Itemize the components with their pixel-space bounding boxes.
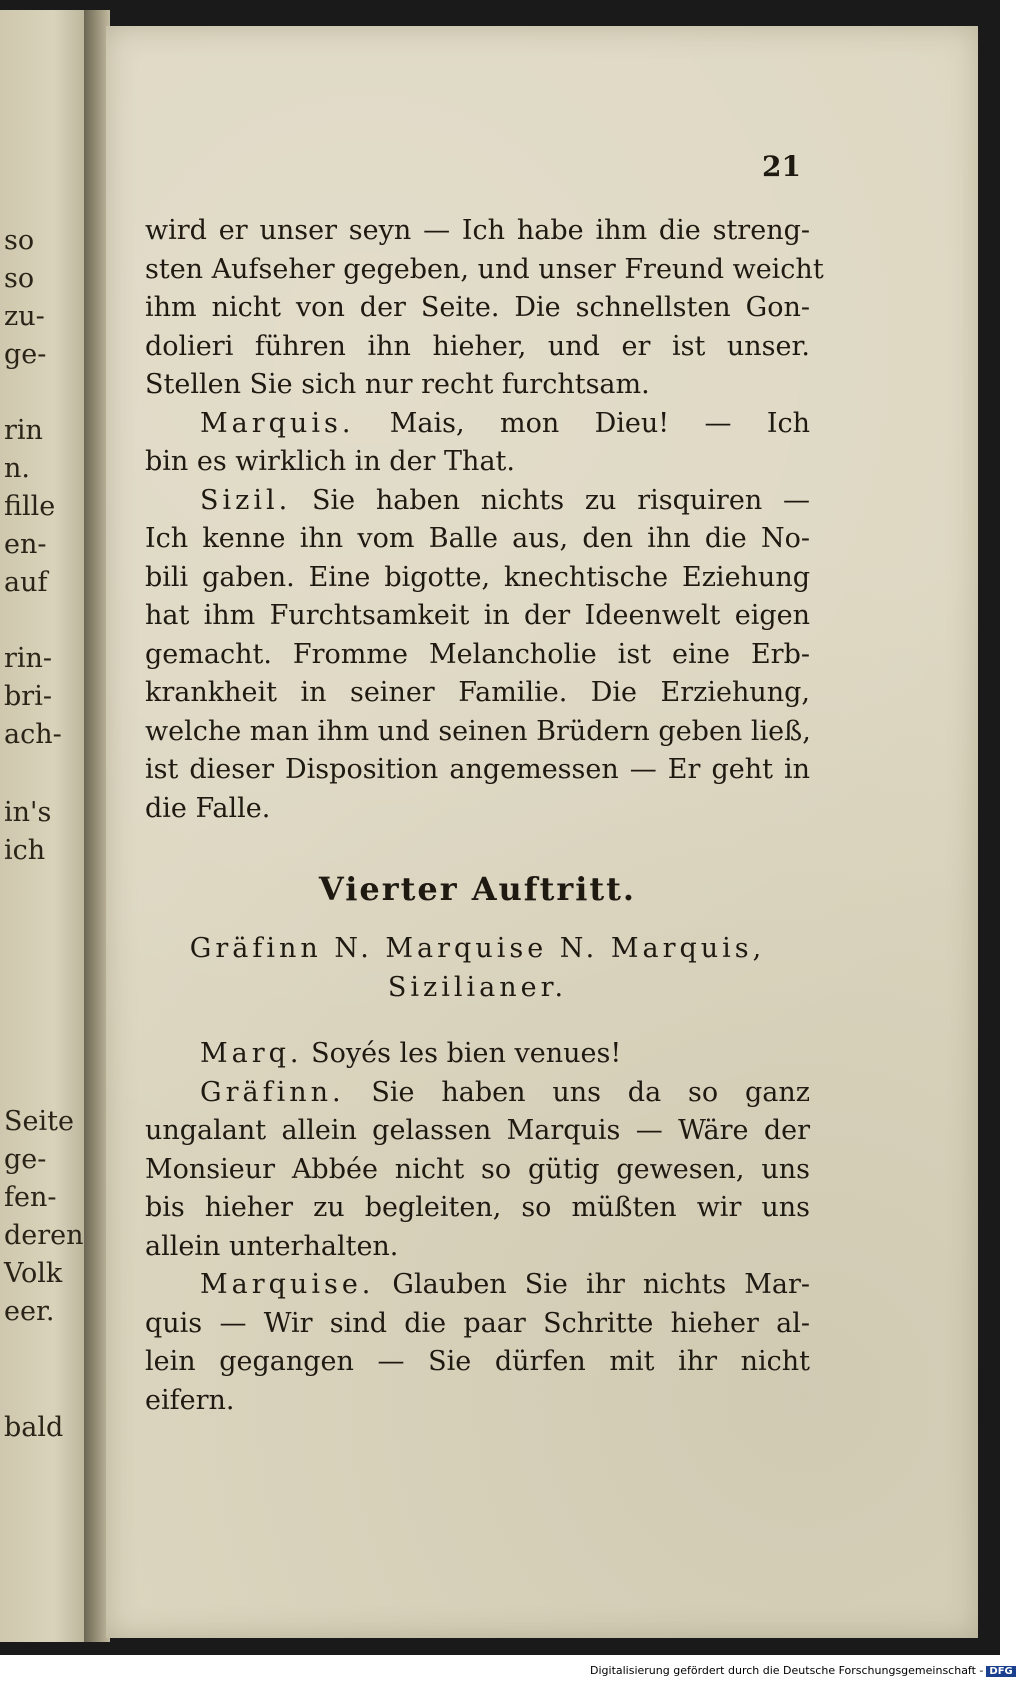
text-line: ungalant allein gelassen Marquis — Wäre der	[145, 1115, 810, 1146]
text-line: Stellen Sie sich nur recht furchtsam.	[145, 369, 650, 400]
speaker-line	[145, 1266, 810, 1305]
edge-word: so	[4, 263, 35, 294]
edge-word: zu-	[4, 301, 45, 332]
text-line: bili gaben. Eine bigotte, knechtische Eziehung	[145, 561, 810, 593]
edge-word: in's	[4, 797, 52, 828]
edge-word: ich	[4, 835, 46, 866]
text-line: wird er unser seyn — Ich habe ihm die streng-	[145, 215, 810, 246]
cast-line: Sizilianer.	[387, 971, 568, 1003]
scene-heading: Vierter Auftritt.	[318, 870, 637, 908]
paragraph-block-2	[145, 1035, 810, 1420]
edge-word: auf	[4, 567, 48, 598]
speech-text: Soyés les bien venues!	[311, 1038, 622, 1069]
edge-word: en-	[4, 529, 47, 560]
edge-word: n.	[4, 453, 30, 484]
cast-list	[145, 930, 810, 1007]
edge-word: fen-	[4, 1182, 57, 1213]
text-line: die Falle.	[145, 792, 271, 824]
text-line: lein gegangen — Sie dürfen mit ihr nicht	[145, 1346, 810, 1377]
speaker-name: Marquis.	[200, 407, 355, 439]
text-line: welche man ihm und seinen Brüdern geben ließ,	[145, 715, 811, 747]
edge-word: bald	[4, 1412, 64, 1443]
text-line: Monsieur Abbée nicht so gütig gewesen, uns	[145, 1153, 810, 1185]
text-line: bin es wirklich in der That.	[145, 446, 515, 477]
speech-text: Sie haben nichts zu risquiren —	[312, 484, 810, 516]
speech-text: Mais, mon Dieu! — Ich	[389, 407, 810, 439]
speaker-name: Marquise.	[200, 1269, 375, 1300]
edge-word: rin	[4, 415, 43, 446]
edge-word: Volk	[4, 1258, 63, 1289]
edge-word: deren	[4, 1220, 84, 1251]
text-line: bis hieher zu begleiten, so müßten wir uns	[145, 1192, 810, 1223]
speaker-line	[145, 1074, 810, 1113]
digitization-footer	[590, 1664, 1016, 1677]
text-line: eifern.	[145, 1384, 235, 1416]
text-line: ihm nicht von der Seite. Die schnellsten Gon-	[145, 292, 810, 323]
left-page-edge	[0, 10, 90, 1642]
edge-word: Seite	[4, 1106, 74, 1137]
dfg-logo: DFG	[986, 1666, 1015, 1677]
text-line: allein unterhalten.	[145, 1230, 399, 1262]
edge-word: eer.	[4, 1296, 55, 1327]
text-line: dolieri führen ihn hieher, und er ist unser.	[145, 330, 810, 362]
speaker-line	[145, 1035, 810, 1074]
text-line: ist dieser Disposition angemessen — Er geht in	[145, 754, 810, 785]
footer-text: Digitalisierung gefördert durch die Deutsche Forschungsgemeinschaft -	[590, 1664, 984, 1677]
speaker-line	[145, 405, 810, 444]
edge-word: ge-	[4, 1144, 47, 1175]
speaker-name: Gräfinn.	[200, 1076, 345, 1108]
edge-word: so	[4, 225, 35, 256]
edge-word: fille	[4, 491, 56, 522]
speech-text: Glauben Sie ihr nichts Mar-	[392, 1269, 810, 1300]
text-line: krankheit in seiner Familie. Die Erziehung,	[145, 677, 810, 708]
edge-word: ach-	[4, 719, 62, 750]
edge-word: rin-	[4, 643, 53, 674]
paragraph-block-1	[145, 212, 824, 828]
page-number: 21	[762, 150, 801, 183]
cast-line: Gräfinn N. Marquise N. Marquis,	[189, 933, 766, 964]
text-line: quis — Wir sind die paar Schritte hieher al-	[145, 1307, 810, 1339]
edge-word: bri-	[4, 681, 52, 712]
text-line: gemacht. Fromme Melancholie ist eine Erb-	[145, 638, 810, 670]
speaker-line	[145, 482, 810, 521]
speaker-name: Marq.	[200, 1038, 303, 1069]
text-line: Ich kenne ihn vom Balle aus, den ihn die No-	[145, 523, 810, 554]
speaker-name: Sizil.	[200, 484, 292, 516]
edge-word: ge-	[4, 339, 47, 370]
speech-text: Sie haben uns da so ganz	[371, 1076, 810, 1108]
text-line: sten Aufseher gegeben, und unser Freund weicht	[145, 253, 824, 285]
text-line: hat ihm Furchtsamkeit in der Ideenwelt eigen	[145, 600, 810, 631]
